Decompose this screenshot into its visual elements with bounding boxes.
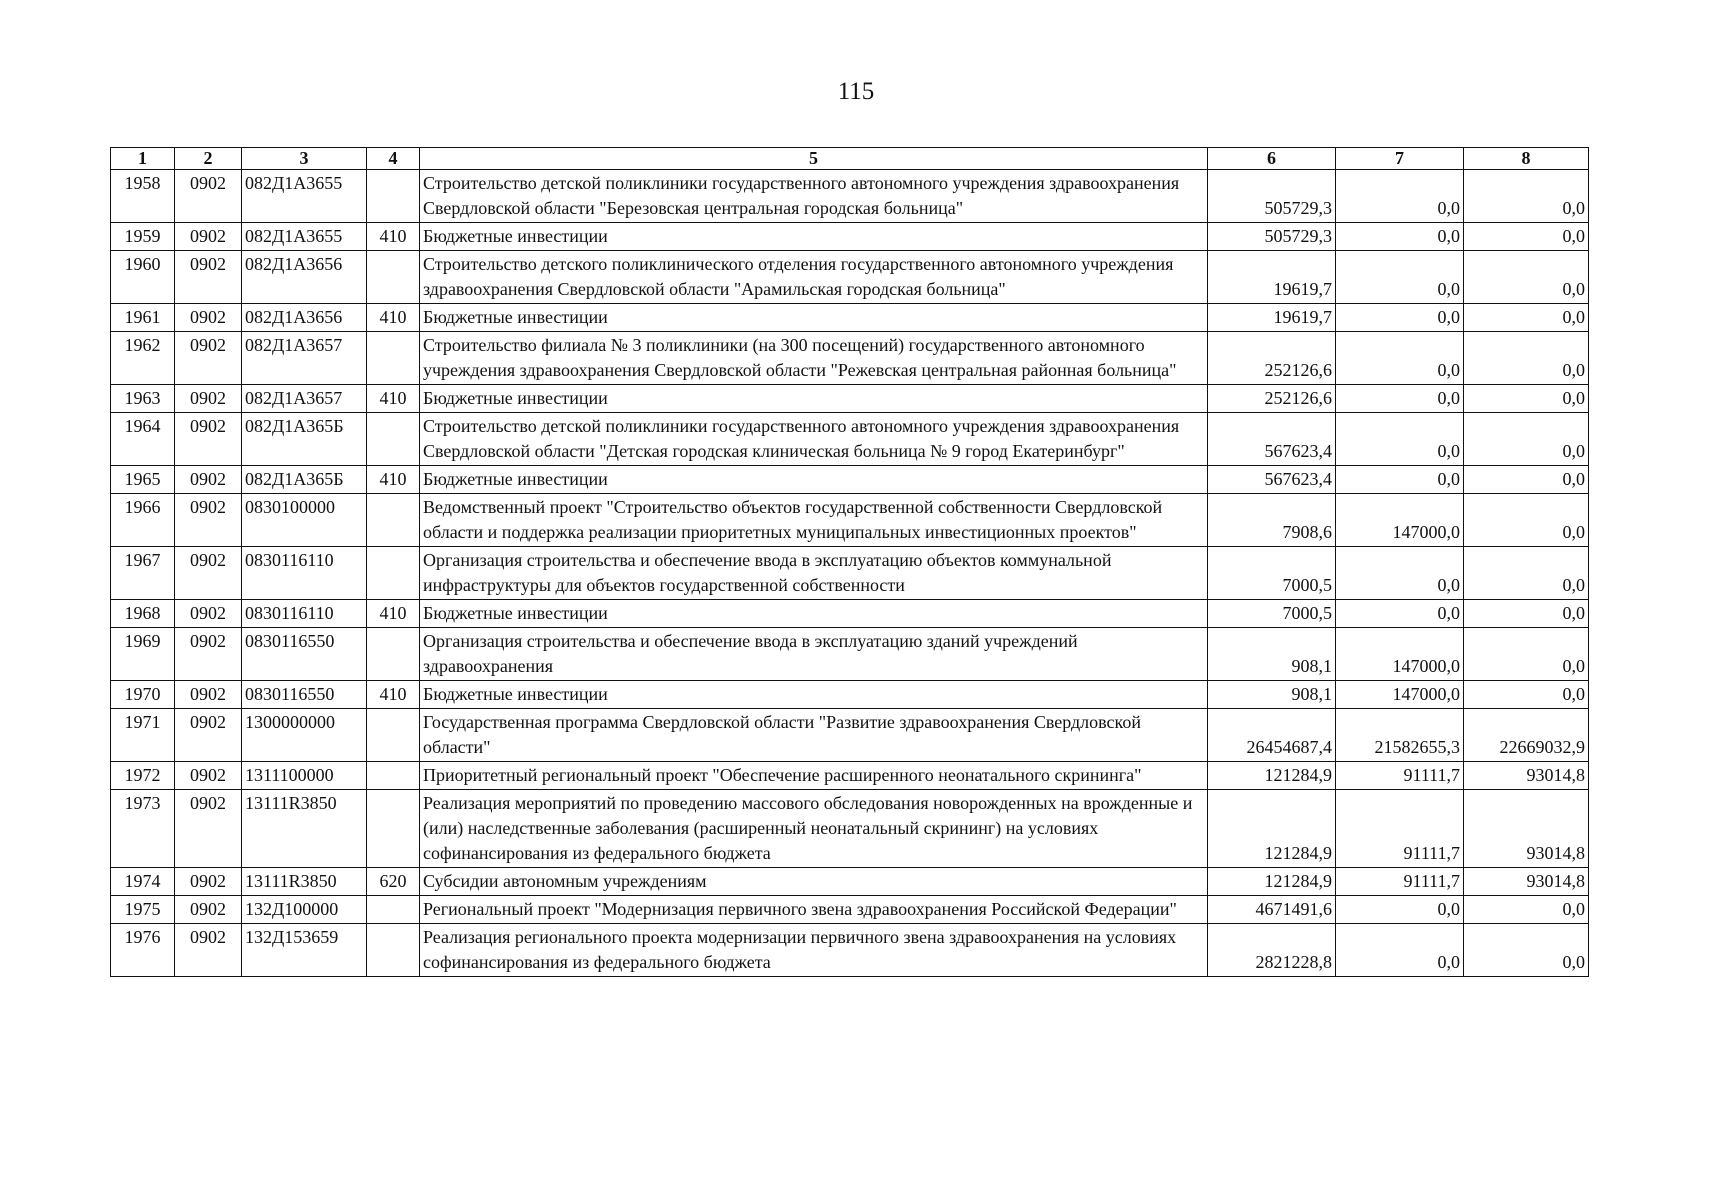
table-row xyxy=(111,223,1589,251)
section-code-cell: 0902 xyxy=(175,170,242,223)
column-header: 5 xyxy=(420,148,1208,170)
amount-year3-cell: 0,0 xyxy=(1464,896,1589,924)
amount-year2-cell: 0,0 xyxy=(1336,251,1464,304)
expense-type-cell: 410 xyxy=(367,466,420,494)
section-code-cell: 0902 xyxy=(175,413,242,466)
amount-year2-cell: 0,0 xyxy=(1336,304,1464,332)
description-cell: Организация строительства и обеспечение ввода в эксплуатацию объектов коммунальной инфраструктуры для объектов государственной собственности xyxy=(420,547,1208,600)
target-article-cell: 0830116110 xyxy=(242,600,367,628)
expense-type-cell xyxy=(367,896,420,924)
column-header: 3 xyxy=(242,148,367,170)
amount-year1-cell: 121284,9 xyxy=(1208,790,1336,868)
description-cell: Субсидии автономным учреждениям xyxy=(420,868,1208,896)
amount-year1-cell: 2821228,8 xyxy=(1208,924,1336,977)
description-cell: Бюджетные инвестиции xyxy=(420,681,1208,709)
expense-type-cell: 620 xyxy=(367,868,420,896)
section-code-cell: 0902 xyxy=(175,223,242,251)
row-number-cell: 1963 xyxy=(111,385,175,413)
column-header: 8 xyxy=(1464,148,1589,170)
section-code-cell: 0902 xyxy=(175,385,242,413)
amount-year1-cell: 908,1 xyxy=(1208,628,1336,681)
row-number-cell: 1958 xyxy=(111,170,175,223)
amount-year3-cell: 0,0 xyxy=(1464,600,1589,628)
amount-year2-cell: 0,0 xyxy=(1336,223,1464,251)
description-cell: Строительство детской поликлиники государственного автономного учреждения здравоохранения Свердловской области "Детская городская клиническая больница № 9 город Екатеринбург" xyxy=(420,413,1208,466)
target-article-cell: 082Д1А3656 xyxy=(242,251,367,304)
expense-type-cell xyxy=(367,924,420,977)
section-code-cell: 0902 xyxy=(175,681,242,709)
amount-year3-cell: 0,0 xyxy=(1464,494,1589,547)
table-row xyxy=(111,600,1589,628)
row-number-cell: 1964 xyxy=(111,413,175,466)
description-cell: Строительство филиала № 3 поликлиники (на 300 посещений) государственного автономного учреждения здравоохранения Свердловской области "Режевская центральная районная больница" xyxy=(420,332,1208,385)
row-number-cell: 1973 xyxy=(111,790,175,868)
target-article-cell: 0830116110 xyxy=(242,547,367,600)
amount-year1-cell: 252126,6 xyxy=(1208,385,1336,413)
target-article-cell: 132Д100000 xyxy=(242,896,367,924)
amount-year1-cell: 121284,9 xyxy=(1208,762,1336,790)
table-row xyxy=(111,681,1589,709)
description-cell: Строительство детского поликлинического отделения государственного автономного учреждения здравоохранения Свердловской области "Арамильская городская больница" xyxy=(420,251,1208,304)
amount-year3-cell: 0,0 xyxy=(1464,385,1589,413)
target-article-cell: 082Д1А3657 xyxy=(242,332,367,385)
target-article-cell: 082Д1А365Б xyxy=(242,413,367,466)
description-cell: Приоритетный региональный проект "Обеспечение расширенного неонатального скрининга" xyxy=(420,762,1208,790)
amount-year1-cell: 19619,7 xyxy=(1208,251,1336,304)
table-row xyxy=(111,868,1589,896)
amount-year1-cell: 7000,5 xyxy=(1208,547,1336,600)
expense-type-cell xyxy=(367,332,420,385)
table-row xyxy=(111,790,1589,868)
target-article-cell: 082Д1А3656 xyxy=(242,304,367,332)
amount-year3-cell: 93014,8 xyxy=(1464,762,1589,790)
row-number-cell: 1967 xyxy=(111,547,175,600)
table-row xyxy=(111,896,1589,924)
expense-type-cell xyxy=(367,547,420,600)
row-number-cell: 1976 xyxy=(111,924,175,977)
target-article-cell: 0830100000 xyxy=(242,494,367,547)
amount-year3-cell: 0,0 xyxy=(1464,304,1589,332)
target-article-cell: 0830116550 xyxy=(242,681,367,709)
table-row xyxy=(111,304,1589,332)
amount-year2-cell: 0,0 xyxy=(1336,332,1464,385)
amount-year2-cell: 21582655,3 xyxy=(1336,709,1464,762)
amount-year3-cell: 0,0 xyxy=(1464,681,1589,709)
section-code-cell: 0902 xyxy=(175,251,242,304)
target-article-cell: 082Д1А3655 xyxy=(242,223,367,251)
section-code-cell: 0902 xyxy=(175,896,242,924)
amount-year3-cell: 0,0 xyxy=(1464,466,1589,494)
amount-year3-cell: 0,0 xyxy=(1464,547,1589,600)
row-number-cell: 1959 xyxy=(111,223,175,251)
table-row xyxy=(111,332,1589,385)
row-number-cell: 1965 xyxy=(111,466,175,494)
expense-type-cell: 410 xyxy=(367,304,420,332)
row-number-cell: 1961 xyxy=(111,304,175,332)
table-row xyxy=(111,413,1589,466)
target-article-cell: 132Д153659 xyxy=(242,924,367,977)
target-article-cell: 1300000000 xyxy=(242,709,367,762)
amount-year3-cell: 0,0 xyxy=(1464,170,1589,223)
amount-year3-cell: 0,0 xyxy=(1464,223,1589,251)
description-cell: Бюджетные инвестиции xyxy=(420,600,1208,628)
amount-year2-cell: 147000,0 xyxy=(1336,628,1464,681)
section-code-cell: 0902 xyxy=(175,466,242,494)
description-cell: Бюджетные инвестиции xyxy=(420,385,1208,413)
table-row xyxy=(111,924,1589,977)
row-number-cell: 1969 xyxy=(111,628,175,681)
amount-year2-cell: 147000,0 xyxy=(1336,681,1464,709)
amount-year2-cell: 91111,7 xyxy=(1336,868,1464,896)
target-article-cell: 082Д1А3657 xyxy=(242,385,367,413)
amount-year1-cell: 908,1 xyxy=(1208,681,1336,709)
column-header: 2 xyxy=(175,148,242,170)
row-number-cell: 1968 xyxy=(111,600,175,628)
amount-year3-cell: 93014,8 xyxy=(1464,790,1589,868)
table-row xyxy=(111,466,1589,494)
expense-type-cell xyxy=(367,251,420,304)
amount-year3-cell: 0,0 xyxy=(1464,251,1589,304)
table-row xyxy=(111,170,1589,223)
amount-year3-cell: 0,0 xyxy=(1464,924,1589,977)
expense-type-cell xyxy=(367,494,420,547)
section-code-cell: 0902 xyxy=(175,494,242,547)
amount-year3-cell: 22669032,9 xyxy=(1464,709,1589,762)
page-number: 115 xyxy=(837,78,875,105)
amount-year1-cell: 4671491,6 xyxy=(1208,896,1336,924)
amount-year1-cell: 567623,4 xyxy=(1208,466,1336,494)
description-cell: Реализация мероприятий по проведению массового обследования новорожденных на врожденные и (или) наследственные заболевания (расширенный неонатальный скрининг) на условиях софинансирования из федерального бюджета xyxy=(420,790,1208,868)
section-code-cell: 0902 xyxy=(175,304,242,332)
section-code-cell: 0902 xyxy=(175,600,242,628)
amount-year1-cell: 121284,9 xyxy=(1208,868,1336,896)
amount-year2-cell: 91111,7 xyxy=(1336,762,1464,790)
table-row xyxy=(111,385,1589,413)
target-article-cell: 1311100000 xyxy=(242,762,367,790)
section-code-cell: 0902 xyxy=(175,709,242,762)
amount-year2-cell: 0,0 xyxy=(1336,547,1464,600)
amount-year3-cell: 0,0 xyxy=(1464,628,1589,681)
table-body xyxy=(111,170,1589,977)
header-row xyxy=(111,148,1589,170)
amount-year2-cell: 0,0 xyxy=(1336,466,1464,494)
amount-year2-cell: 0,0 xyxy=(1336,600,1464,628)
row-number-cell: 1966 xyxy=(111,494,175,547)
amount-year3-cell: 0,0 xyxy=(1464,332,1589,385)
expense-type-cell xyxy=(367,790,420,868)
amount-year2-cell: 147000,0 xyxy=(1336,494,1464,547)
description-cell: Реализация регионального проекта модернизации первичного звена здравоохранения на условиях софинансирования из федерального бюджета xyxy=(420,924,1208,977)
amount-year3-cell: 0,0 xyxy=(1464,413,1589,466)
amount-year1-cell: 252126,6 xyxy=(1208,332,1336,385)
amount-year2-cell: 91111,7 xyxy=(1336,790,1464,868)
row-number-cell: 1960 xyxy=(111,251,175,304)
expense-type-cell: 410 xyxy=(367,600,420,628)
section-code-cell: 0902 xyxy=(175,868,242,896)
table-row xyxy=(111,762,1589,790)
amount-year1-cell: 567623,4 xyxy=(1208,413,1336,466)
expense-type-cell xyxy=(367,709,420,762)
section-code-cell: 0902 xyxy=(175,790,242,868)
table-row xyxy=(111,628,1589,681)
section-code-cell: 0902 xyxy=(175,332,242,385)
amount-year1-cell: 7908,6 xyxy=(1208,494,1336,547)
target-article-cell: 082Д1А3655 xyxy=(242,170,367,223)
description-cell: Строительство детской поликлиники государственного автономного учреждения здравоохранения Свердловской области "Березовская центральная городская больница" xyxy=(420,170,1208,223)
expense-type-cell xyxy=(367,762,420,790)
expense-type-cell xyxy=(367,413,420,466)
description-cell: Бюджетные инвестиции xyxy=(420,304,1208,332)
amount-year1-cell: 26454687,4 xyxy=(1208,709,1336,762)
section-code-cell: 0902 xyxy=(175,628,242,681)
description-cell: Бюджетные инвестиции xyxy=(420,223,1208,251)
section-code-cell: 0902 xyxy=(175,762,242,790)
target-article-cell: 0830116550 xyxy=(242,628,367,681)
column-header: 7 xyxy=(1336,148,1464,170)
target-article-cell: 13111R3850 xyxy=(242,868,367,896)
row-number-cell: 1971 xyxy=(111,709,175,762)
expense-type-cell xyxy=(367,170,420,223)
row-number-cell: 1974 xyxy=(111,868,175,896)
expense-type-cell: 410 xyxy=(367,681,420,709)
amount-year2-cell: 0,0 xyxy=(1336,896,1464,924)
amount-year2-cell: 0,0 xyxy=(1336,385,1464,413)
target-article-cell: 13111R3850 xyxy=(242,790,367,868)
amount-year1-cell: 505729,3 xyxy=(1208,170,1336,223)
amount-year2-cell: 0,0 xyxy=(1336,924,1464,977)
column-header: 4 xyxy=(367,148,420,170)
table-row xyxy=(111,709,1589,762)
column-header: 6 xyxy=(1208,148,1336,170)
description-cell: Ведомственный проект "Строительство объектов государственной собственности Свердловской области и поддержка реализации приоритетных муниципальных инвестиционных проектов" xyxy=(420,494,1208,547)
description-cell: Бюджетные инвестиции xyxy=(420,466,1208,494)
table-row xyxy=(111,547,1589,600)
column-header: 1 xyxy=(111,148,175,170)
row-number-cell: 1972 xyxy=(111,762,175,790)
section-code-cell: 0902 xyxy=(175,924,242,977)
table-row xyxy=(111,251,1589,304)
amount-year3-cell: 93014,8 xyxy=(1464,868,1589,896)
row-number-cell: 1970 xyxy=(111,681,175,709)
amount-year1-cell: 19619,7 xyxy=(1208,304,1336,332)
target-article-cell: 082Д1А365Б xyxy=(242,466,367,494)
amount-year2-cell: 0,0 xyxy=(1336,413,1464,466)
amount-year1-cell: 7000,5 xyxy=(1208,600,1336,628)
table-row xyxy=(111,494,1589,547)
expense-type-cell: 410 xyxy=(367,385,420,413)
expense-type-cell: 410 xyxy=(367,223,420,251)
amount-year2-cell: 0,0 xyxy=(1336,170,1464,223)
description-cell: Государственная программа Свердловской области "Развитие здравоохранения Свердловской области" xyxy=(420,709,1208,762)
section-code-cell: 0902 xyxy=(175,547,242,600)
budget-table xyxy=(110,147,1589,977)
amount-year1-cell: 505729,3 xyxy=(1208,223,1336,251)
description-cell: Региональный проект "Модернизация первичного звена здравоохранения Российской Федерации" xyxy=(420,896,1208,924)
row-number-cell: 1975 xyxy=(111,896,175,924)
expense-type-cell xyxy=(367,628,420,681)
description-cell: Организация строительства и обеспечение ввода в эксплуатацию зданий учреждений здравоохранения xyxy=(420,628,1208,681)
row-number-cell: 1962 xyxy=(111,332,175,385)
